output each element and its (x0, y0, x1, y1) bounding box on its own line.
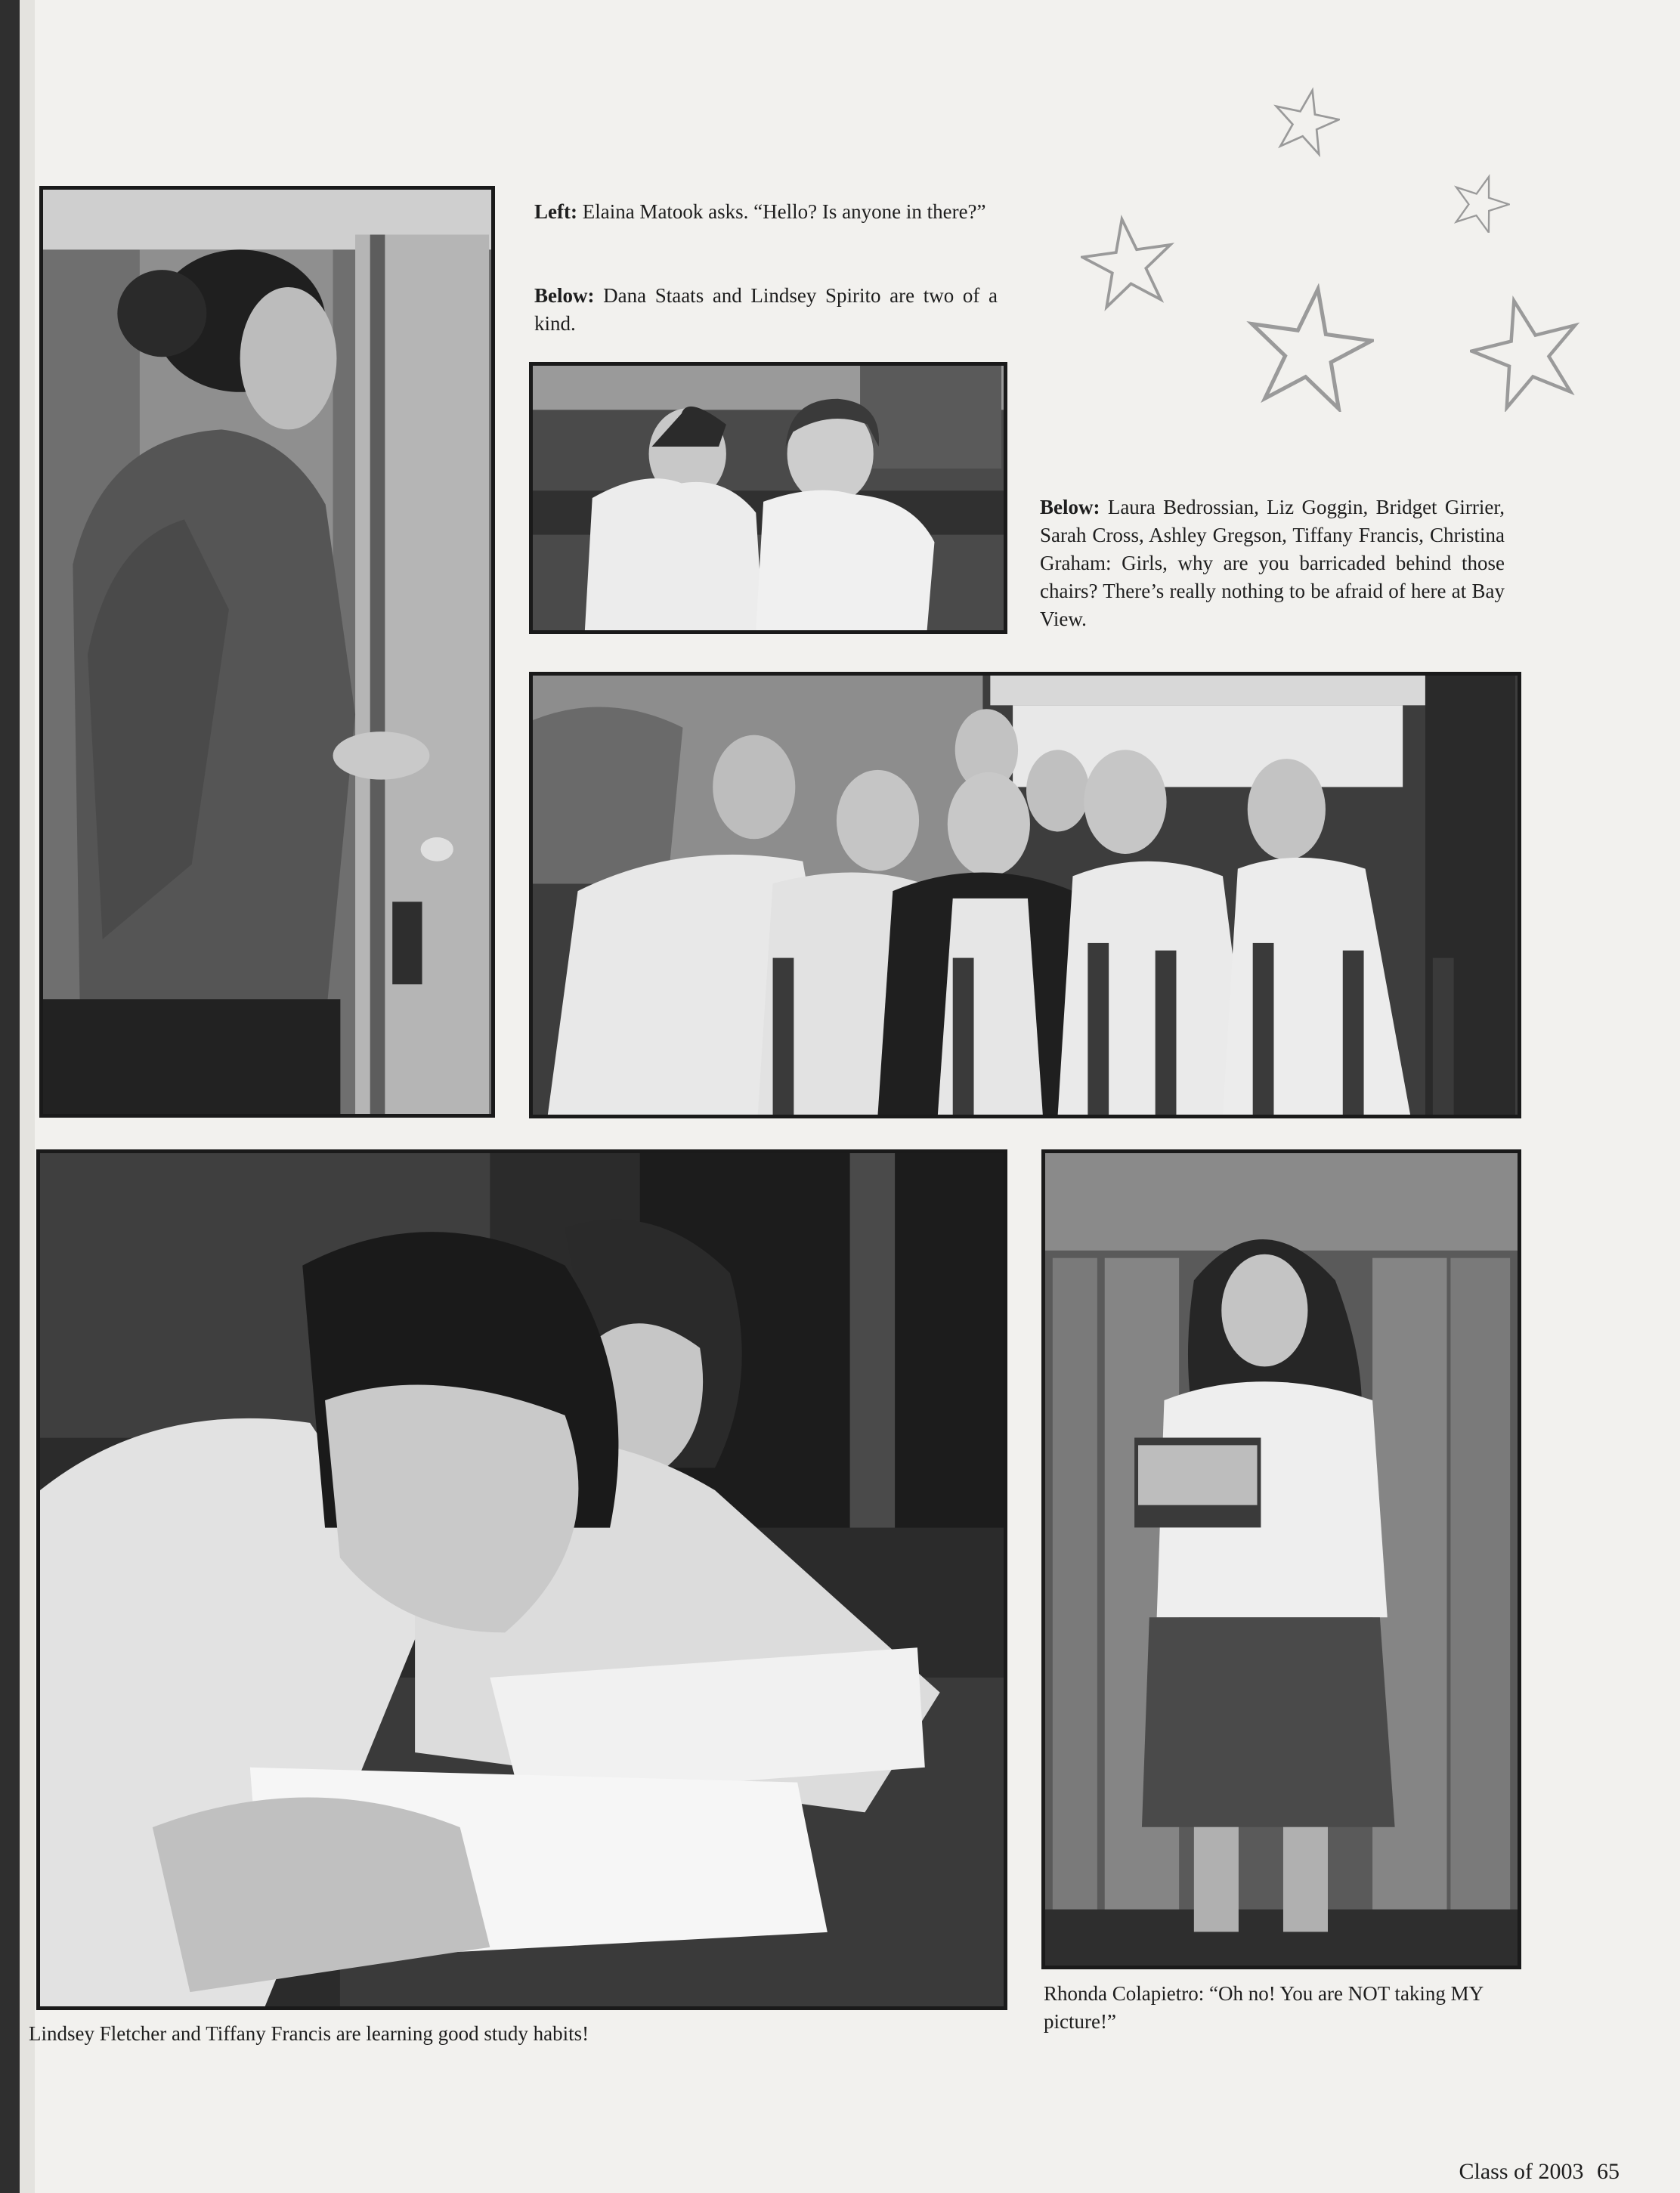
footer-label: Class of 2003 (1459, 2159, 1584, 2184)
page-footer (1452, 2159, 1620, 2185)
star-icon (1081, 213, 1175, 311)
page-spine-shadow (0, 0, 20, 2193)
caption-text: Laura Bedrossian, Liz Goggin, Bridget Girrier, Sarah Cross, Ashley Gregson, Tiffany Francis, Christina Graham: Girls, why are you barricaded behind those chairs? There’s really nothing to be afraid of here at Bay View. (1040, 496, 1505, 630)
star-icon (1272, 83, 1340, 159)
page-spine-edge (20, 0, 35, 2193)
caption-study (29, 2020, 1004, 2048)
photo-group-chairs (529, 672, 1521, 1118)
caption-left (534, 198, 998, 226)
caption-lead: Below: (534, 284, 595, 307)
star-icon (1470, 291, 1583, 412)
caption-rhonda (1044, 1980, 1516, 2036)
caption-below-pair (534, 282, 998, 338)
photo-two-girls (529, 362, 1007, 634)
caption-text: Lindsey Fletcher and Tiffany Francis are learning good study habits! (29, 2022, 589, 2045)
photo-study (36, 1149, 1007, 2010)
page-number: 65 (1597, 2159, 1620, 2184)
photo-locker-girl (39, 186, 495, 1118)
caption-text: Dana Staats and Lindsey Spirito are two of a kind. (534, 284, 998, 335)
photo-rhonda (1041, 1149, 1521, 1969)
caption-lead: Left: (534, 200, 577, 223)
caption-lead: Below: (1040, 496, 1100, 518)
star-icon (1451, 172, 1510, 233)
caption-text: Elaina Matook asks. “Hello? Is anyone in there?” (582, 200, 986, 223)
star-icon (1245, 283, 1374, 412)
caption-below-group (1040, 493, 1505, 633)
caption-text: Rhonda Colapietro: “Oh no! You are NOT taking MY picture!” (1044, 1982, 1484, 2033)
